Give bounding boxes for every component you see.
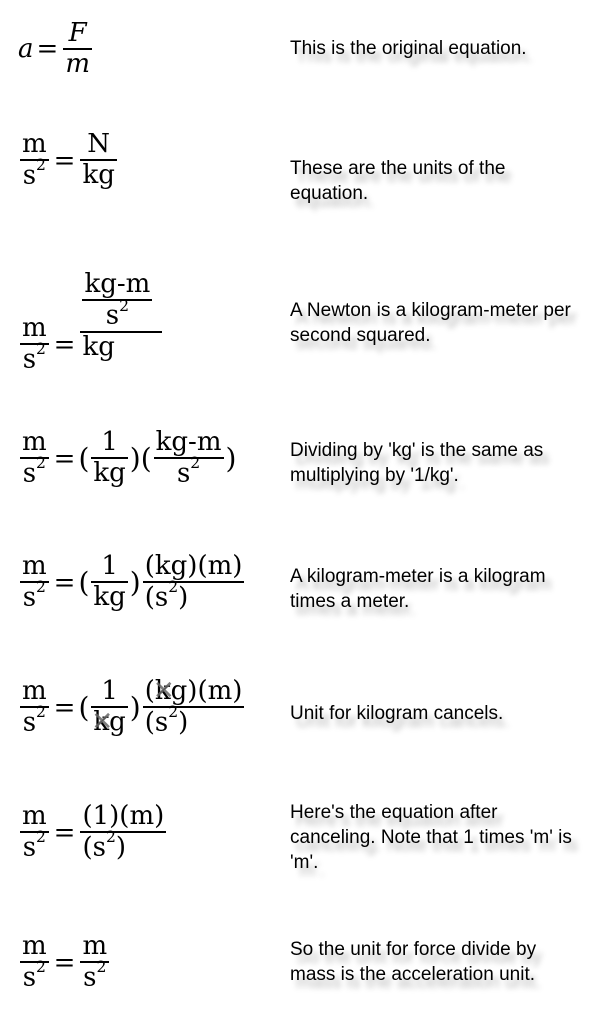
explanation-3: A Newton is a kilogram-meter per second squared. [290,300,571,346]
kg-cancel-mark: kg ✕ [93,708,125,738]
explanation-2: These are the units of the equation. [290,158,506,204]
equation-2: $\frac{m}{s^2}$ = $\frac{N}{kg}$ [22,129,115,191]
equation-8: $\frac{m}{s^2}$ = $\frac{m}{s^2}$ [22,931,108,993]
accel-symbol: a [18,34,34,65]
explanation-6: Unit for kilogram cancels. [290,703,504,724]
equation-1: a = $\frac{F}{m}$ [18,18,90,79]
force-over-mass: $\frac{F}{m}$ [65,18,90,79]
equation-7: $\frac{m}{s^2}$ = $\frac{(1)(m)}{(s^2)}$ [22,801,165,863]
explanation-8: So the unit for force divide by mass is the acceleration unit. [290,939,537,985]
equation-3: $\frac{m}{s^2}$ = $\frac{\frac{kg-m}{s^2}}{kg}$ [18,258,156,375]
explanation-1: This is the original equation. [290,38,527,59]
explanation-5: A kilogram-meter is a kilogram times a meter. [290,566,546,612]
equation-6: $\frac{m}{s^2}$ = ( $\frac{1}{kg}$ ✕ ) $\frac{(kg ✕)(m)}{(s^2)}$ [18,677,246,738]
equation-5: $\frac{m}{s^2}$ = ( $\frac{1}{kg}$ ) $\frac{(kg)(m)}{(s^2)}$ [22,551,243,613]
kg-cancel-mark-top: kg ✕ [155,677,187,706]
explanation-7: Here's the equation after canceling. Note that 1 times 'm' is 'm'. [290,802,572,873]
explanation-4: Dividing by 'kg' is the same as multiplying by '1/kg'. [290,440,544,486]
equation-4: $\frac{m}{s^2}$ = ( $\frac{1}{kg}$ )( $\frac{kg-m}{s^2}$ ) [22,427,237,489]
